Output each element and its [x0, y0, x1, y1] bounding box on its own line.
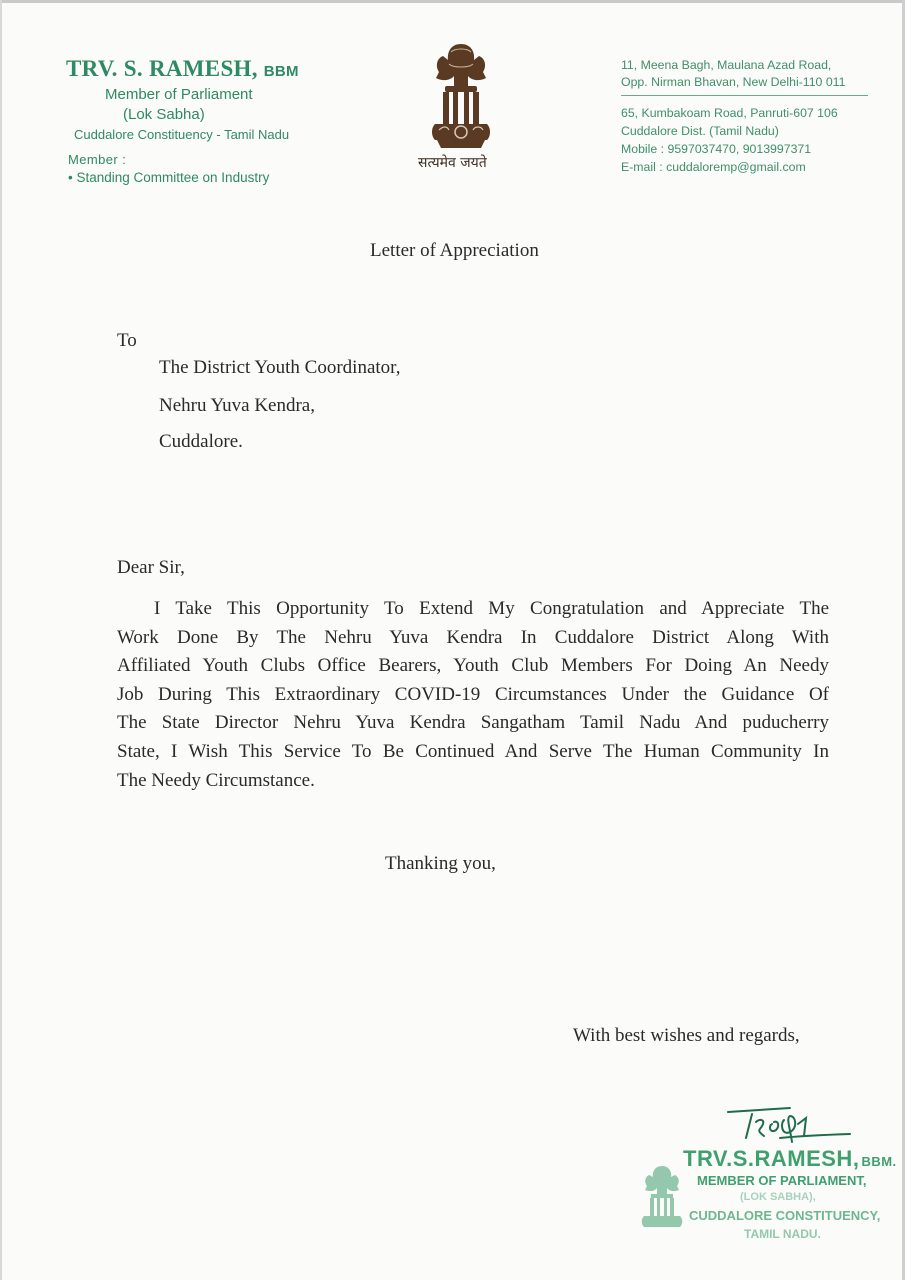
letterhead-name-text: TRV. S. RAMESH, — [66, 56, 258, 81]
stamp-role: MEMBER OF PARLIAMENT, — [697, 1173, 867, 1188]
page-top-edge — [0, 0, 905, 3]
letter-body — [117, 595, 829, 795]
letterhead-committee: • Standing Committee on Industry — [68, 170, 270, 185]
recipient-line: Nehru Yuva Kendra, — [159, 395, 315, 416]
letterhead-member-label: Member : — [68, 152, 127, 167]
stamp-constituency: CUDDALORE CONSTITUENCY, — [689, 1208, 881, 1223]
stamp-name-text: TRV.S.RAMESH, — [683, 1146, 860, 1171]
closing-line: With best wishes and regards, — [573, 1025, 800, 1046]
body-line: State, I Wish This Service To Be Continued And Serve The Human Community In — [117, 740, 829, 762]
stamp-house: (LOK SABHA), — [740, 1191, 816, 1203]
thanks-line: Thanking you, — [385, 853, 496, 874]
letter-title: Letter of Appreciation — [370, 240, 539, 261]
emblem-motto: सत्यमेव जयते — [418, 155, 487, 171]
letterhead-name — [66, 56, 299, 82]
stamp-state: TAMIL NADU. — [744, 1227, 821, 1241]
stamp-name — [683, 1146, 897, 1172]
body-line: The Needy Circumstance. — [117, 769, 315, 791]
letterhead-role: Member of Parliament — [105, 86, 253, 103]
recipient-line: Cuddalore. — [159, 431, 243, 452]
address-local-line-1: 65, Kumbakoam Road, Panruti-607 106 — [621, 106, 838, 120]
letterhead-name-suffix: BBM — [263, 63, 299, 80]
body-line: Job During This Extraordinary COVID-19 Circumstances Under the Guidance Of — [117, 683, 829, 705]
stamp-name-suffix: BBM. — [861, 1154, 897, 1169]
body-line: Work Done By The Nehru Yuva Kendra In Cuddalore District Along With — [117, 626, 829, 648]
letterhead-house: (Lok Sabha) — [123, 106, 205, 123]
body-line: The State Director Nehru Yuva Kendra Sangatham Tamil Nadu And puducherry — [117, 712, 829, 734]
address-delhi-line-2: Opp. Nirman Bhavan, New Delhi-110 011 — [621, 75, 846, 89]
mobile-numbers: Mobile : 9597037470, 9013997371 — [621, 142, 812, 156]
stamp-emblem-icon — [636, 1162, 688, 1232]
address-local-line-2: Cuddalore Dist. (Tamil Nadu) — [621, 124, 779, 138]
body-line: I Take This Opportunity To Extend My Congratulation and Appreciate The — [154, 598, 829, 619]
email-address: E-mail : cuddaloremp@gmail.com — [621, 160, 806, 174]
address-delhi-line-1: 11, Meena Bagh, Maulana Azad Road, — [621, 58, 832, 72]
handwritten-signature — [720, 1102, 860, 1152]
national-emblem-icon — [421, 38, 501, 158]
body-line: Affiliated Youth Clubs Office Bearers, Youth Club Members For Doing An Needy — [117, 655, 829, 677]
salutation: Dear Sir, — [117, 557, 185, 578]
letterhead-constituency: Cuddalore Constituency - Tamil Nadu — [74, 127, 290, 142]
address-divider — [621, 95, 868, 96]
page-left-edge — [0, 0, 2, 1280]
recipient-line: The District Youth Coordinator, — [159, 357, 401, 378]
to-label: To — [117, 330, 137, 351]
